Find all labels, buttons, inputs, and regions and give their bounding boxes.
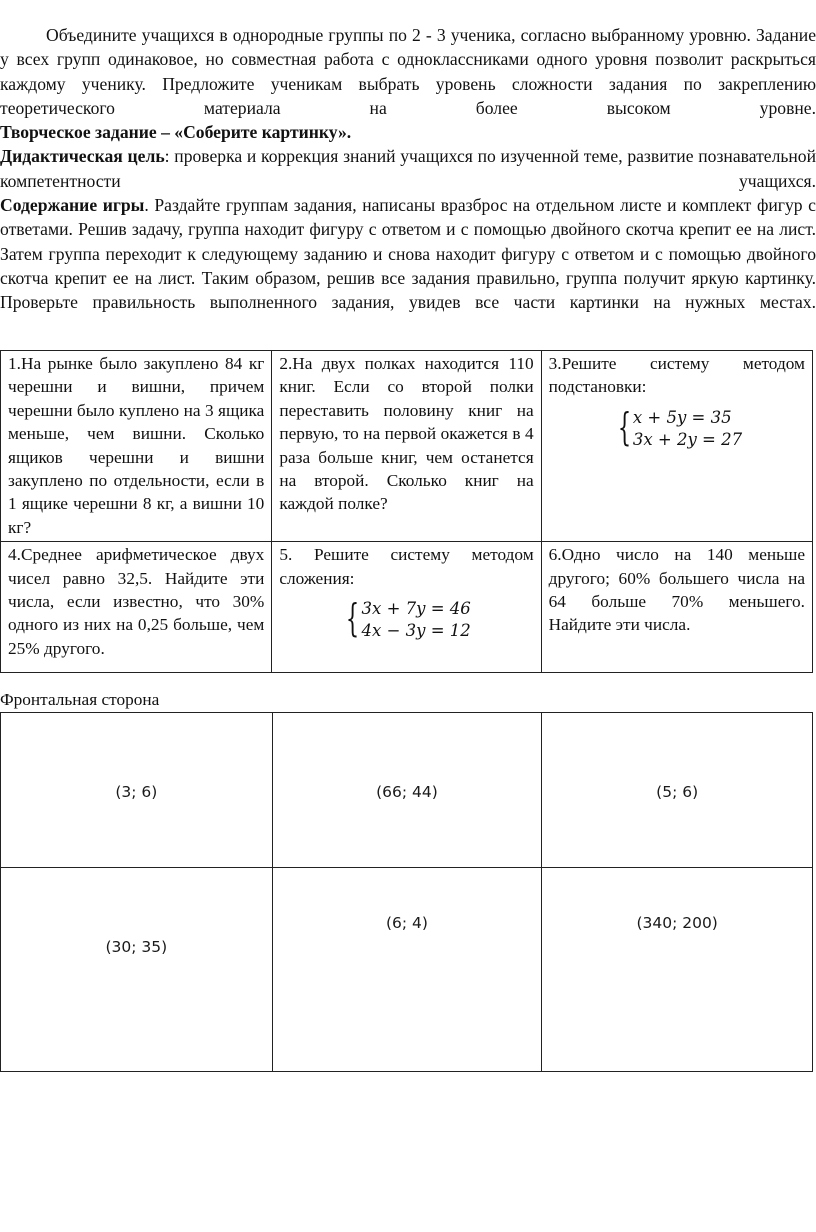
answer-5: (6; 4): [386, 914, 428, 932]
answer-2: (66; 44): [376, 783, 438, 801]
answer-cell-5: [272, 868, 542, 1072]
game-content-text: . Раздайте группам задания, написаны вразброс на отдельном листе и комплект фигур с ответами. Решив задачу, группа находит фигуру с ответом и с помощью двойного скотча крепит ее на лист. Затем группа переходит к следующему заданию и снова находит фигуру с ответом и с помощью двойного скотча крепит ее на лист. Таким образом, решив все задания правильно, группа получит яркую картинку. Проверьте правильность выполненного задания, увидев все части картинки на нужных местах.: [0, 195, 816, 313]
task-cell-6: [541, 542, 812, 673]
answer-6: (340; 200): [636, 914, 718, 932]
task-cell-5: [272, 542, 541, 673]
task-cell-1: [1, 351, 272, 542]
task-cell-4: [1, 542, 272, 673]
task-cell-2: [272, 351, 541, 542]
task-6-text: 6.Одно число на 140 меньше другого; 60% большего числа на 64 больше 70% меньшего. Найдите эти числа.: [548, 545, 805, 635]
creative-task-heading: Творческое задание – «Соберите картинку».: [0, 122, 352, 143]
answer-cell-6: [542, 868, 813, 1072]
task-cell-3: [541, 351, 812, 542]
task-2-text: 2.На двух полках находится 110 книг. Если со второй полки переставить половину книг на первую, то на первой окажется в 4 раза больше книг, чем останется на второй. Сколько книг на каждой полке?: [279, 354, 534, 514]
brace-icon: {: [346, 596, 360, 641]
intro-section: [0, 23, 816, 315]
tasks-table: [0, 350, 813, 673]
answer-cell-1: [1, 713, 273, 868]
didactic-goal-label: Дидактическая цель: [0, 146, 165, 167]
equation-3-1: x + 5y = 35: [632, 407, 732, 427]
didactic-goal-paragraph: [0, 144, 816, 193]
table-row: [1, 868, 813, 1072]
equation-system-5: [335, 598, 470, 642]
equation-system-3: [607, 404, 743, 451]
answer-cell-2: [272, 713, 542, 868]
front-side-label: Фронтальная сторона: [0, 690, 160, 709]
equation-5-2: 4x − 3y = 12: [361, 621, 471, 641]
answers-table: [0, 712, 813, 1072]
brace-icon: {: [617, 404, 631, 449]
game-content-paragraph: [0, 193, 816, 314]
answer-3: (5; 6): [656, 783, 699, 801]
answer-4: (30; 35): [105, 938, 168, 956]
task-3-text: 3.Решите систему методом подстановки:: [548, 354, 805, 397]
table-row: [1, 542, 813, 673]
task-4-text: 4.Среднее арифметическое двух чисел равно 32,5. Найдите эти числа, если известно, что 30% одного из них на 0,25 больше, чем 25% другого.: [8, 545, 265, 658]
task-1-text: 1.На рынке было закуплено 84 кг черешни и вишни, причем черешни было куплено на 3 ящика меньше, чем вишни. Сколько ящиков черешни и вишни закуплено по отдельности, если в 1 ящике черешни 8 кг, а вишни 10 кг?: [8, 354, 265, 537]
answer-cell-3: [542, 713, 813, 868]
equation-5-1: 3x + 7y = 46: [361, 599, 471, 619]
table-row: [1, 713, 813, 868]
task-5-text: 5. Решите систему методом сложения:: [279, 545, 534, 588]
intro-paragraph: Объедините учащихся в однородные группы по 2 - 3 ученика, согласно выбранному уровню. Задание у всех групп одинаковое, но совместная работа с одноклассниками одного уровня позволит раскрыться каждому ученику. Предложите ученикам выбрать уровень сложности задания по закреплению теоретического материала на более высоком уровне.: [0, 25, 816, 118]
table-row: [1, 351, 813, 542]
didactic-goal-text: : проверка и коррекция знаний учащихся по изученной теме, развитие познавательной компетентности учащихся.: [0, 146, 816, 191]
game-content-label: Содержание игры: [0, 195, 145, 216]
equation-3-2: 3x + 2y = 27: [632, 429, 743, 449]
answer-cell-4: [1, 868, 273, 1072]
answer-1: (3; 6): [115, 783, 158, 801]
